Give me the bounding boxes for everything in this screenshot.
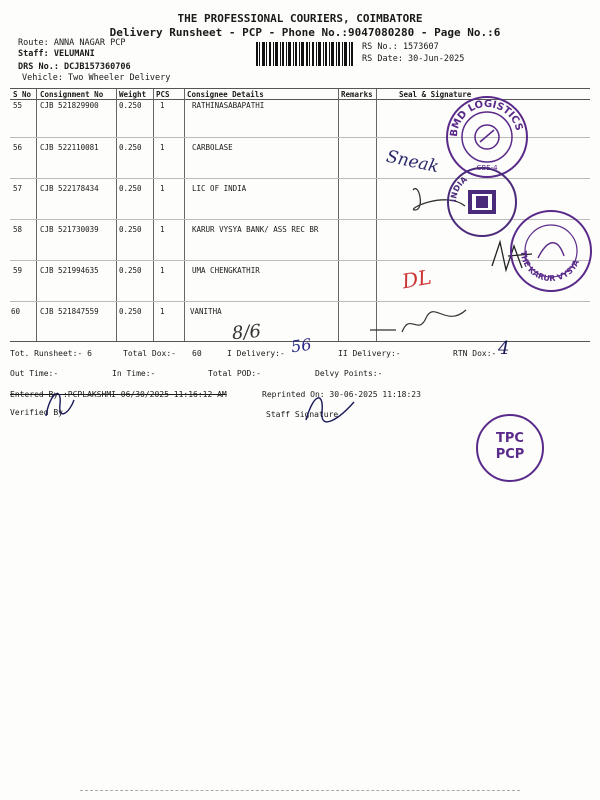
tot-runsheet: Tot. Runsheet:- 6 <box>10 349 92 358</box>
drs-number: DRS No.: DCJB157360706 <box>18 62 131 72</box>
row-sno: 59 <box>13 266 23 275</box>
staff-label: Staff: VELUMANI <box>18 49 95 59</box>
col-header-remarks: Remarks <box>341 90 373 99</box>
scan-edge-mark <box>80 790 520 791</box>
row-consignee: VANITHA <box>190 307 222 316</box>
row-weight: 0.250 <box>119 184 142 193</box>
stamp-line: PCP <box>495 447 525 462</box>
col-header-seal: Seal & Signature <box>399 90 472 99</box>
col-header-sno: S No <box>13 90 32 99</box>
row-divider <box>10 301 590 302</box>
row-consignment: CJB 522110081 <box>40 143 99 152</box>
handwritten-signature: Sneak <box>384 146 441 178</box>
staff-signature-scribble <box>300 388 360 428</box>
row-weight: 0.250 <box>119 266 142 275</box>
row-consignment: CJB 521829900 <box>40 101 99 110</box>
col-divider <box>36 89 37 341</box>
staff-signature: Staff Signature <box>266 410 339 419</box>
verified-signature <box>40 382 80 422</box>
col-header-consignment: Consignment No <box>40 90 104 99</box>
delvy-points-label: Delvy Points:- <box>315 369 383 378</box>
table-top-border <box>10 88 590 89</box>
karur-vysya-stamp <box>508 208 594 294</box>
rtn-dox-label: RTN Dox:- <box>453 349 497 358</box>
row-pcs: 1 <box>160 307 165 316</box>
in-time-label: In Time:- <box>112 369 156 378</box>
row-pcs: 1 <box>160 143 165 152</box>
col-header-consignee: Consignee Details <box>187 90 264 99</box>
total-pod-label: Total POD:- <box>208 369 261 378</box>
row-weight: 0.250 <box>119 225 142 234</box>
rs-number: RS No.: 1573607 <box>362 42 439 52</box>
row-sno: 55 <box>13 101 23 110</box>
col-divider <box>116 89 117 341</box>
row-consignment: CJB 521994635 <box>40 266 99 275</box>
row-sno: 60 <box>11 307 21 316</box>
vehicle-label: Vehicle: Two Wheeler Delivery <box>22 73 171 83</box>
out-time-label: Out Time:- <box>10 369 59 378</box>
svg-text:INDIA <box>449 174 470 202</box>
verified-by: Verified By <box>10 408 63 417</box>
row-consignee: KARUR VYSYA BANK/ ASS REC BR <box>192 225 319 234</box>
row-consignee: LIC OF INDIA <box>192 184 247 193</box>
col-header-pcs: PCS <box>156 90 170 99</box>
col-divider <box>153 89 154 341</box>
stamp-sub: CBE-4 <box>476 164 498 172</box>
handwritten-rtn: 4 <box>498 338 510 359</box>
row-pcs: 1 <box>160 225 165 234</box>
row-sno: 56 <box>13 143 23 152</box>
row-consignee: RATHINASABAPATHI <box>192 101 265 110</box>
row-consignee: UMA CHENGKATHIR <box>192 266 260 275</box>
svg-text:BMD LOGISTICS <box>449 99 524 137</box>
signature-scribble-60 <box>366 302 476 342</box>
entered-by: Entered By :PCPLAKSHMI 06/30/2025 11:16:12 AM <box>10 390 227 399</box>
row-weight: 0.250 <box>119 143 142 152</box>
row-weight: 0.250 <box>119 101 142 110</box>
col-divider <box>184 89 185 341</box>
stamp-text: BMD LOGISTICS <box>448 98 525 138</box>
handwritten-i-delivery: 56 <box>289 334 313 357</box>
row-pcs: 1 <box>160 184 165 193</box>
drs-barcode <box>256 42 354 66</box>
runsheet-subtitle: Delivery Runsheet - PCP - Phone No.:9047080280 - Page No.:6 <box>109 26 501 39</box>
svg-text:THE KARUR VYSYA <box>519 250 582 283</box>
row-pcs: 1 <box>160 266 165 275</box>
reprinted-on: Reprinted On: 30-06-2025 11:18:23 <box>262 390 421 399</box>
total-dox-label: Total Dox:- <box>123 349 176 358</box>
ii-delivery-label: II Delivery:- <box>338 349 401 358</box>
row-sno: 58 <box>13 225 23 234</box>
stamp-text: INDIA <box>448 174 469 203</box>
row-consignment: CJB 521730039 <box>40 225 99 234</box>
row-consignment: CJB 521847559 <box>40 307 99 316</box>
stamp-text: THE KARUR VYSYA <box>518 250 582 284</box>
handwritten-dl: DL <box>400 264 434 294</box>
company-title: THE PROFESSIONAL COURIERS, COIMBATORE <box>177 12 423 25</box>
handwritten-count: 8/6 <box>231 320 262 345</box>
col-divider <box>338 89 339 341</box>
stamp-line: TPC <box>496 431 524 446</box>
col-header-weight: Weight <box>119 90 147 99</box>
row-consignment: CJB 522178434 <box>40 184 99 193</box>
rs-date: RS Date: 30-Jun-2025 <box>362 54 465 64</box>
i-delivery-label: I Delivery:- <box>227 349 285 358</box>
route-label: Route: ANNA NAGAR PCP <box>18 38 126 48</box>
row-consignee: CARBOLASE <box>192 143 233 152</box>
row-sno: 57 <box>13 184 23 193</box>
row-pcs: 1 <box>160 101 165 110</box>
total-dox-value: 60 <box>192 349 202 358</box>
tpc-pcp-stamp <box>476 414 544 482</box>
row-weight: 0.250 <box>119 307 142 316</box>
